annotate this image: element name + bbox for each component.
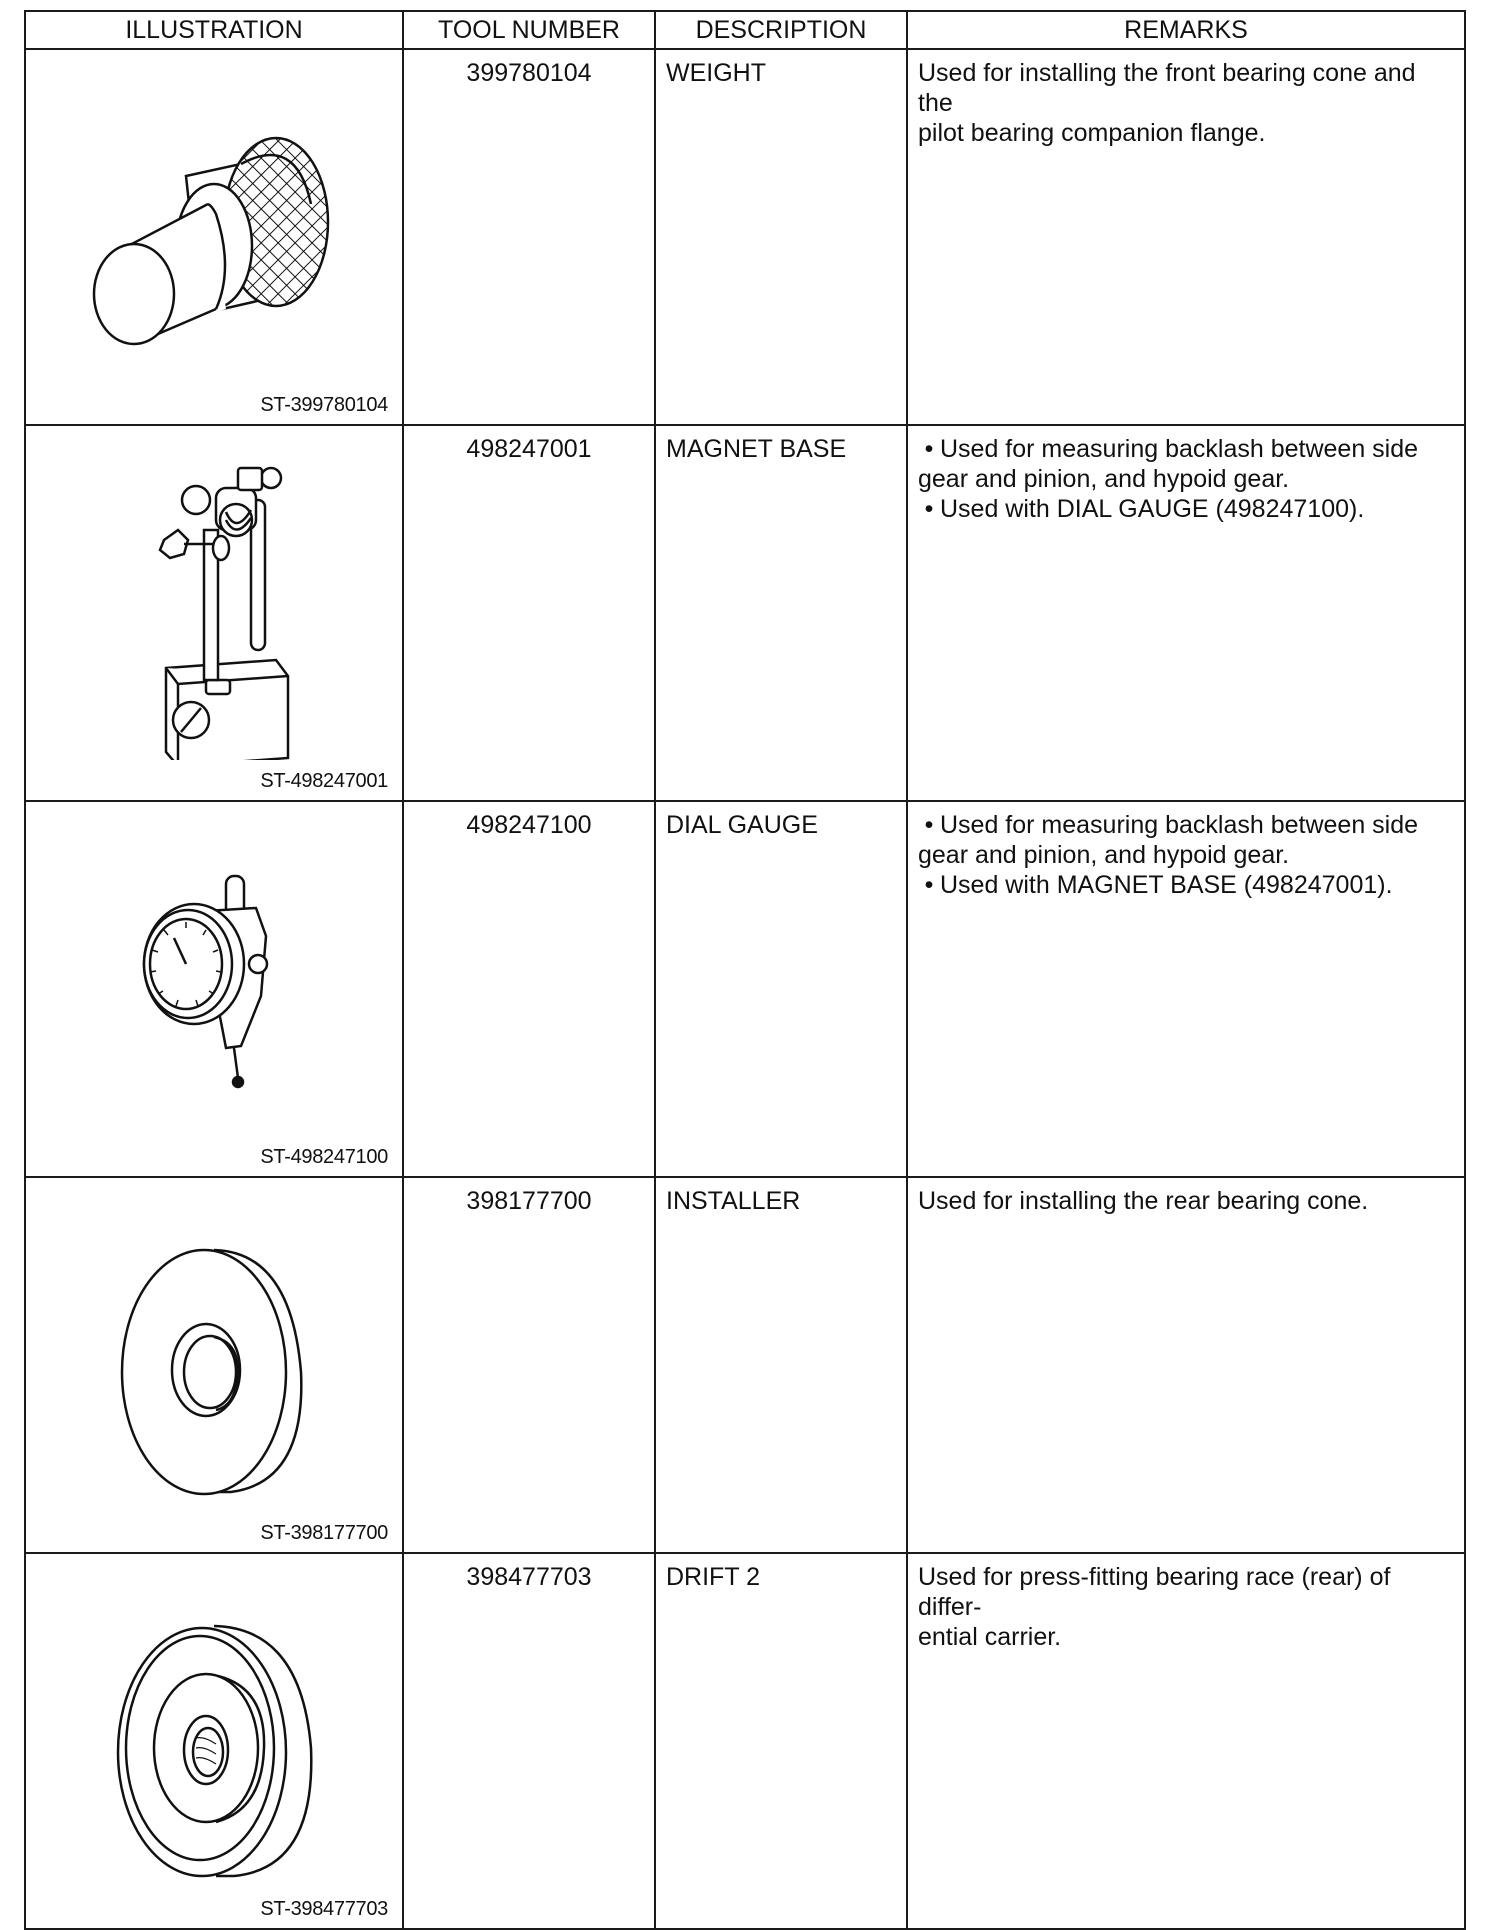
header-description: DESCRIPTION	[655, 11, 907, 49]
table-row	[25, 1553, 1465, 1929]
remarks-bullet: • Used for measuring backlash between side	[918, 434, 1454, 464]
remarks-line: gear and pinion, and hypoid gear.	[918, 465, 1290, 493]
remarks-line: Used for installing the front bearing cone and the	[918, 59, 1416, 117]
header-remarks: REMARKS	[907, 11, 1465, 49]
table-row	[25, 801, 1465, 1177]
remarks	[907, 1553, 1465, 1929]
illustration-code: ST-398177700	[260, 1522, 388, 1544]
special-tools-table	[24, 10, 1466, 1930]
remarks	[907, 425, 1465, 801]
illustration-cell	[25, 425, 403, 801]
header-row	[25, 11, 1465, 49]
tool-number: 398177700	[403, 1177, 655, 1553]
description: DIAL GAUGE	[655, 801, 907, 1177]
illustration-cell	[25, 49, 403, 425]
description: WEIGHT	[655, 49, 907, 425]
remarks-bullet: • Used with MAGNET BASE (498247001).	[918, 870, 1454, 900]
drift-illustration	[66, 1568, 366, 1888]
description: DRIFT 2	[655, 1553, 907, 1929]
remarks-line: Used for press-fitting bearing race (rear) of differ-	[918, 1563, 1391, 1621]
tool-number: 399780104	[403, 49, 655, 425]
remarks	[907, 801, 1465, 1177]
table-row	[25, 49, 1465, 425]
remarks-line: Used for installing the rear bearing cone.	[918, 1187, 1369, 1215]
description: MAGNET BASE	[655, 425, 907, 801]
tool-number: 398477703	[403, 1553, 655, 1929]
dial-gauge-illustration	[66, 816, 366, 1136]
description: INSTALLER	[655, 1177, 907, 1553]
illustration-code: ST-498247001	[260, 770, 388, 792]
illustration-code: ST-498247100	[260, 1146, 388, 1168]
header-illustration: ILLUSTRATION	[25, 11, 403, 49]
remarks-bullet: • Used with DIAL GAUGE (498247100).	[918, 494, 1454, 524]
magnet-base-illustration	[66, 440, 366, 760]
tool-number: 498247100	[403, 801, 655, 1177]
remarks-line: gear and pinion, and hypoid gear.	[918, 841, 1290, 869]
table-row	[25, 425, 1465, 801]
header-tool-number: TOOL NUMBER	[403, 11, 655, 49]
remarks-line: pilot bearing companion flange.	[918, 119, 1266, 147]
table-row	[25, 1177, 1465, 1553]
remarks	[907, 49, 1465, 425]
weight-illustration	[66, 64, 366, 384]
tool-number: 498247001	[403, 425, 655, 801]
remarks	[907, 1177, 1465, 1553]
installer-illustration	[66, 1192, 366, 1512]
remarks-bullet: • Used for measuring backlash between side	[918, 810, 1454, 840]
illustration-code: ST-399780104	[260, 394, 388, 416]
illustration-cell	[25, 801, 403, 1177]
illustration-cell	[25, 1553, 403, 1929]
remarks-line: ential carrier.	[918, 1623, 1062, 1651]
illustration-cell	[25, 1177, 403, 1553]
illustration-code: ST-398477703	[260, 1898, 388, 1920]
